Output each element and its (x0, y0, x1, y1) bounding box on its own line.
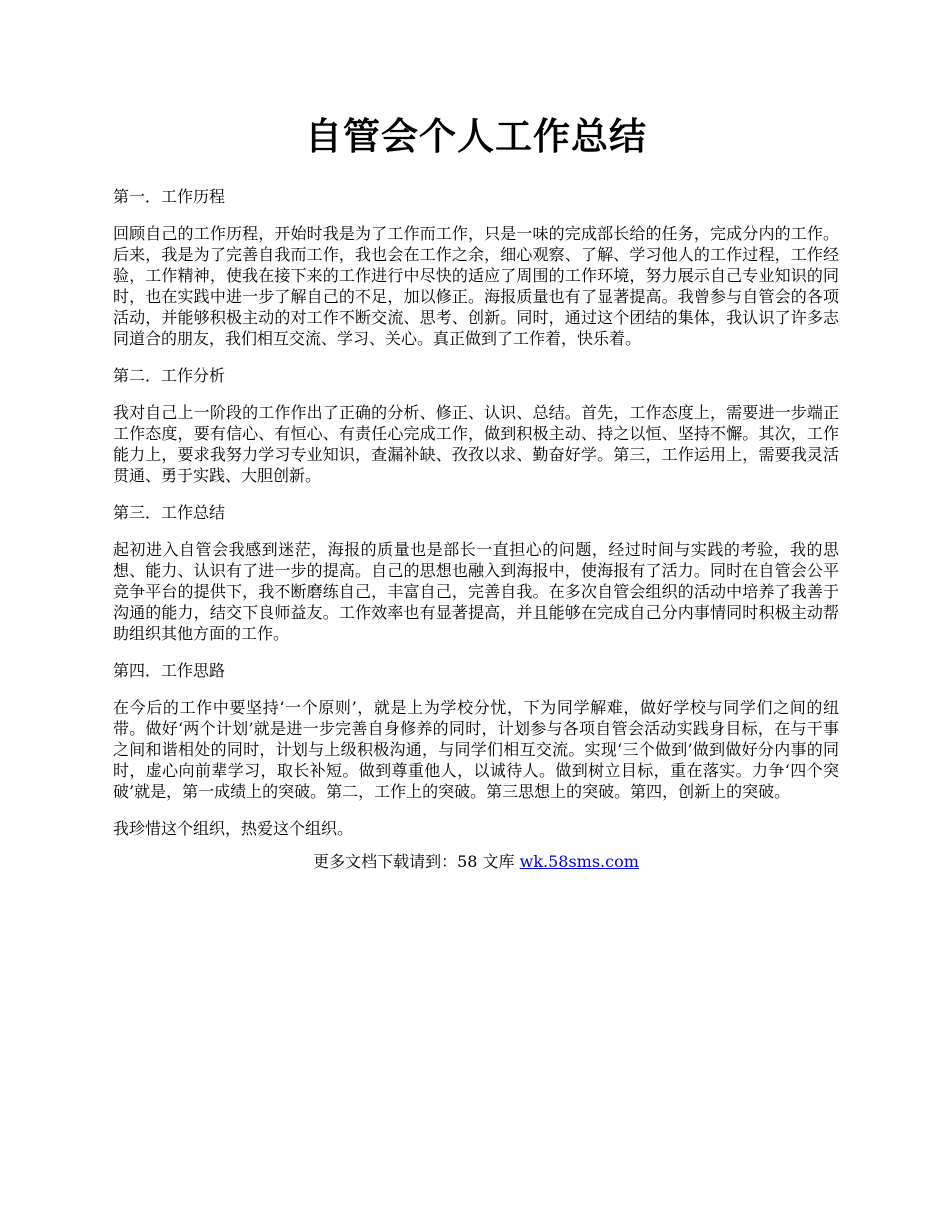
download-footer (113, 851, 839, 872)
section-3 (113, 502, 839, 644)
section-heading: 第二．工作分析 (113, 366, 226, 385)
section-heading: 第四．工作思路 (113, 661, 226, 680)
document-title: 自管会个人工作总结 (305, 114, 647, 158)
document-page (113, 108, 839, 872)
closing-paragraph: 我珍惜这个组织，热爱这个组织。 (113, 819, 354, 838)
section-paragraph: 起初进入自管会我感到迷茫，海报的质量也是部长一直担心的问题，经过时间与实践的考验，我的思想、能力、认识有了进一步的提高。自己的思想也融入到海报中，使海报有了活力。同时在自管会公平竞争平台的提供下，我不断磨练自己，丰富自己，完善自我。在多次自管会组织的活动中培养了我善于沟通的能力，结交下良师益友。工作效率也有显著提高，并且能够在完成自己分内事情同时积极主动帮助组织其他方面的工作。 (113, 540, 839, 643)
section-heading: 第三．工作总结 (113, 503, 226, 522)
section-paragraph: 回顾自己的工作历程，开始时我是为了工作而工作，只是一味的完成部长给的任务，完成分内的工作。后来，我是为了完善自我而工作，我也会在工作之余，细心观察、了解、学习他人的工作过程，工作经验，工作精神，使我在接下来的工作进行中尽快的适应了周围的工作环境，努力展示自己专业知识的同时，也在实践中进一步了解自己的不足，加以修正。海报质量也有了显著提高。我曾参与自管会的各项活动，并能够积极主动的对工作不断交流、思考、创新。同时，通过这个团结的集体，我认识了许多志同道合的朋友，我们相互交流、学习、关心。真正做到了工作着，快乐着。 (113, 224, 839, 348)
footer-prefix: 更多文档下载请到：58 文库 (313, 852, 520, 871)
section-paragraph: 在今后的工作中要坚持‘一个原则’，就是上为学校分忧，下为同学解难，做好学校与同学们之间的纽带。做好‘两个计划’就是进一步完善自身修养的同时，计划参与各项自管会活动实践身目标，在与干事之间和谐相处的同时，计划与上级积极沟通，与同学们相互交流。实现‘三个做到’做到做好分内事的同时，虚心向前辈学习，取长补短。做到尊重他人，以诚待人。做到树立目标，重在落实。力争‘四个突破’就是，第一成绩上的突破。第二，工作上的突破。第三思想上的突破。第四，创新上的突破。 (113, 698, 839, 801)
section-heading: 第一．工作历程 (113, 187, 226, 206)
section-1 (113, 186, 839, 349)
section-4 (113, 660, 839, 802)
footer-link[interactable]: wk.58sms.com (519, 852, 639, 871)
section-paragraph: 我对自己上一阶段的工作作出了正确的分析、修正、认识、总结。首先，工作态度上，需要进一步端正工作态度，要有信心、有恒心、有责任心完成工作，做到积极主动、持之以恒、坚持不懈。其次，工作能力上，要求我努力学习专业知识，查漏补缺、孜孜以求、勤奋好学。第三，工作运用上，需要我灵活贯通、勇于实践、大胆创新。 (113, 403, 839, 485)
section-2 (113, 365, 839, 486)
